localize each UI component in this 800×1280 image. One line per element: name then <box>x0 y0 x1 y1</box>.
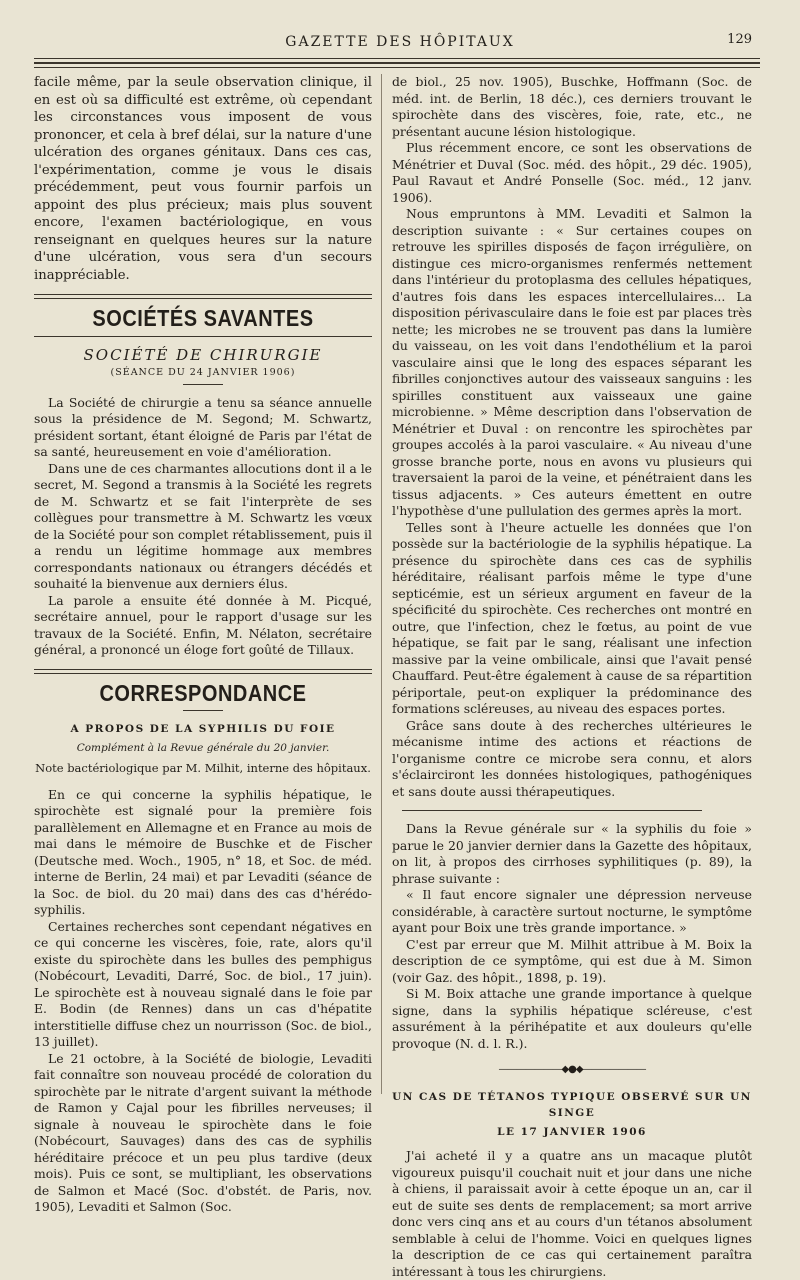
header-rule-thick <box>34 62 760 64</box>
article-byline: Note bactériologique par M. Milhit, interne des hôpitaux. <box>35 761 371 775</box>
ornament-divider: ———————◆●◆——————— <box>498 1064 646 1075</box>
article-title: A PROPOS DE LA SYPHILIS DU FOIE <box>70 723 336 735</box>
article-date: LE 17 JANVIER 1906 <box>497 1125 647 1138</box>
paragraph: de biol., 25 nov. 1905), Buschke, Hoffmann (Soc. de méd. int. de Berlin, 18 déc.), ces derniers trouvant le spirochète dans des viscères, foie, rate, etc., ne présentant aucune lésion histologique. <box>392 74 752 139</box>
paragraph: Dans la Revue générale sur « la syphilis du foie » parue le 20 janvier dernier dans la Gazette des hôpitaux, on lit, à propos des cirrhoses syphilitiques (p. 89), la phrase suivante : <box>392 821 752 886</box>
short-rule <box>183 384 223 385</box>
intro-paragraph: facile même, par la seule observation clinique, il en est où sa difficulté est extrême, où cependant les circonstances vous imposent de vous prononcer, et cela à bref délai, sur la nature d'une ulcération des organes génitaux. Dans ces cas, l'expérimentation, comme je vous le disais précédemment, peut vous fournir parfois un appoint des plus précieux; mais plus souvent encore, l'examen bactériologique, en vous renseignant en quelques heures sur la nature d'une ulcération, vous sera d'un secours inappréciable. <box>34 75 372 283</box>
paragraph: La Société de chirurgie a tenu sa séance annuelle sous la présidence de M. Segond; M. Schwartz, président sortant, étant éloigné de Paris par l'état de sa santé, heureusement en voie d'amélioration. <box>34 394 372 459</box>
running-title: GAZETTE DES HÔPITAUX <box>285 34 515 50</box>
header-rule <box>34 67 760 68</box>
paragraph: J'ai acheté il y a quatre ans un macaque plutôt vigoureux puisqu'il couchait nuit et jour dans une niche à chiens, il paraissait avoir à cette époque un an, car il eut de suite ses dents de remplacement; sa mort arrive donc vers cinq ans et au cours d'un tétanos absolument semblable à celui de l'homme. Voici en quelques lignes la description de ce cas qui certainement paraîtra intéressant à tous les chirurgiens. <box>392 1148 752 1279</box>
section-title-societes: SOCIÉTÉS SAVANTES <box>92 306 314 332</box>
paragraph: Dans une de ces charmantes allocutions dont il a le secret, M. Segond a transmis à la Société les regrets de M. Schwartz et se fait l'interprète de ses collègues pour transmettre à M. Schwartz les vœux de la Société pour son complet rétablissement, puis il a rendu un légitime hommage aux membres correspondants nationaux ou étrangers décédés et souhaité la bienvenue aux derniers élus. <box>34 460 372 591</box>
paragraph: Telles sont à l'heure actuelle les données que l'on possède sur la bactériologie de la syphilis hépatique. La présence du spirochète dans ces cas de syphilis héréditaire, réalisant parfois même le type d'une septicémie, est un sérieux argument en faveur de la spécificité du spirochète. Ces recherches ont montré en outre, que l'infection, chez le fœtus, au point de vue hépatique, se fait par le sang, réalisant une infection massive par la veine ombilicale, ainsi que l'avait pensé Chauffard. Peut-être également à cause de sa répartition périportale, peut-on expliquer la prédominance des formations scléreuses, au niveau des espaces portes. <box>392 519 752 716</box>
paragraph: En ce qui concerne la syphilis hépatique, le spirochète est signalé pour la première fois parallèlement en Allemagne et en France au mois de mai dans le mémoire de Buschke et de Fischer (Deutsche med. Woch., 1905, n° 18, et Soc. de méd. interne de Berlin, 24 mai) et par Levaditi (séance de la Soc. de biol. du 20 mai) dans des cas d'hérédo-syphilis. <box>34 786 372 917</box>
paragraph: La parole a ensuite été donnée à M. Picqué, secrétaire annuel, pour le rapport d'usage sur les travaux de la Société. Enfin, M. Nélaton, secrétaire général, a prononcé un éloge fort goûté de Tillaux. <box>34 592 372 657</box>
article-title: UN CAS DE TÉTANOS TYPIQUE OBSERVÉ SUR UN SINGE <box>392 1090 752 1119</box>
paragraph: C'est par erreur que M. Milhit attribue à M. Boix la description de ce symptôme, qui est due à M. Simon (voir Gaz. des hôpit., 1898, p. 19). <box>392 936 752 985</box>
paragraph: Nous empruntons à MM. Levaditi et Salmon la description suivante : « Sur certaines coupes on retrouve les spirilles disposés de façon irrégulière, on distingue ces micro-organismes renfermés nettement dans l'intérieur du protoplasma des cellules hépatiques, d'autres fois dans les espaces intercellulaires... La disposition périvasculaire dans le foie est par places très nette; les microbes ne se trouvent pas dans la lumière du vaisseau, on les voit dans l'endothélium et la paroi vasculaire ainsi que le long des espaces séparant les fibrilles conjonctives autour des vaisseaux sanguins : les spirilles constituent aux vaisseaux une gaine microbienne. » Même description dans l'observation de Ménétrier et Duval : on rencontre les spirochètes par groupes accolés à la paroi vasculaire. « Au niveau d'une grosse branche porte, nous en avons vu plusieurs qui traversaient la paroi de la veine, et pénétraient dans les tissus adjacents. » Ces auteurs émettent en outre l'hypothèse d'une pullulation des germes après la mort. <box>392 206 752 518</box>
column-divider <box>381 74 382 1094</box>
short-rule <box>183 710 223 711</box>
article-complement: Complément à la Revue générale du 20 janvier. <box>76 741 330 754</box>
page-number: 129 <box>727 32 752 47</box>
separator-rule <box>402 810 702 811</box>
paragraph: Le 21 octobre, à la Société de biologie, Levaditi fait connaître son nouveau procédé de coloration du spirochète par le nitrate d'argent suivant la méthode de Ramon y Cajal pour les fibrilles nerveuses; il signale à nouveau le spirochète dans le foie (Nobécourt, Sauvages) dans des cas de syphilis héréditaire précoce et un peu plus tardive (deux mois). Puis ce sont, se multipliant, les observations de Salmon et Macé (Soc. d'obstét. de Paris, nov. 1905), Levaditi et Salmon (Soc. <box>34 1050 372 1214</box>
section-divider <box>34 669 372 674</box>
paragraph: Certaines recherches sont cependant négatives en ce qui concerne les viscères, foie, rate, alors qu'il existe du spirochète dans les bulles des pemphigus (Nobécourt, Levaditi, Darré, Soc. de biol., 17 juin). Le spirochète est à nouveau signalé dans le foie par E. Bodin (de Rennes) dans un cas d'hépatite interstitielle diffuse chez un nourrisson (Soc. de biol., 13 juillet). <box>34 918 372 1049</box>
right-column <box>392 74 752 1280</box>
paragraph: Grâce sans doute à des recherches ultérieures le mécanisme intime des actions et réactions de l'organisme contre ce microbe sera connu, et alors s'éclairciront les données histologiques, pathogéniques et sans doute aussi thérapeutiques. <box>392 717 752 799</box>
paragraph: Plus récemment encore, ce sont les observations de Ménétrier et Duval (Soc. méd. des hôpit., 29 déc. 1905), Paul Ravaut et André Ponselle (Soc. méd., 12 janv. 1906). <box>392 140 752 205</box>
session-date: (SÉANCE DU 24 JANVIER 1906) <box>110 367 296 378</box>
header-rule <box>34 58 760 59</box>
left-column <box>34 74 372 1216</box>
subsection-title: SOCIÉTÉ DE CHIRURGIE <box>83 345 323 364</box>
paragraph: Si M. Boix attache une grande importance à quelque signe, dans la syphilis hépatique scléreuse, c'est assurément à la périhépatite et aux douleurs qu'elle provoque (N. d. l. R.). <box>392 986 752 1051</box>
section-divider <box>34 294 372 299</box>
section-title-correspondance: CORRESPONDANCE <box>99 680 307 707</box>
paragraph: « Il faut encore signaler une dépression nerveuse considérable, à caractère surtout nocturne, le symptôme ayant pour Boix une très grande importance. » <box>392 887 752 935</box>
title-rule <box>34 336 372 337</box>
